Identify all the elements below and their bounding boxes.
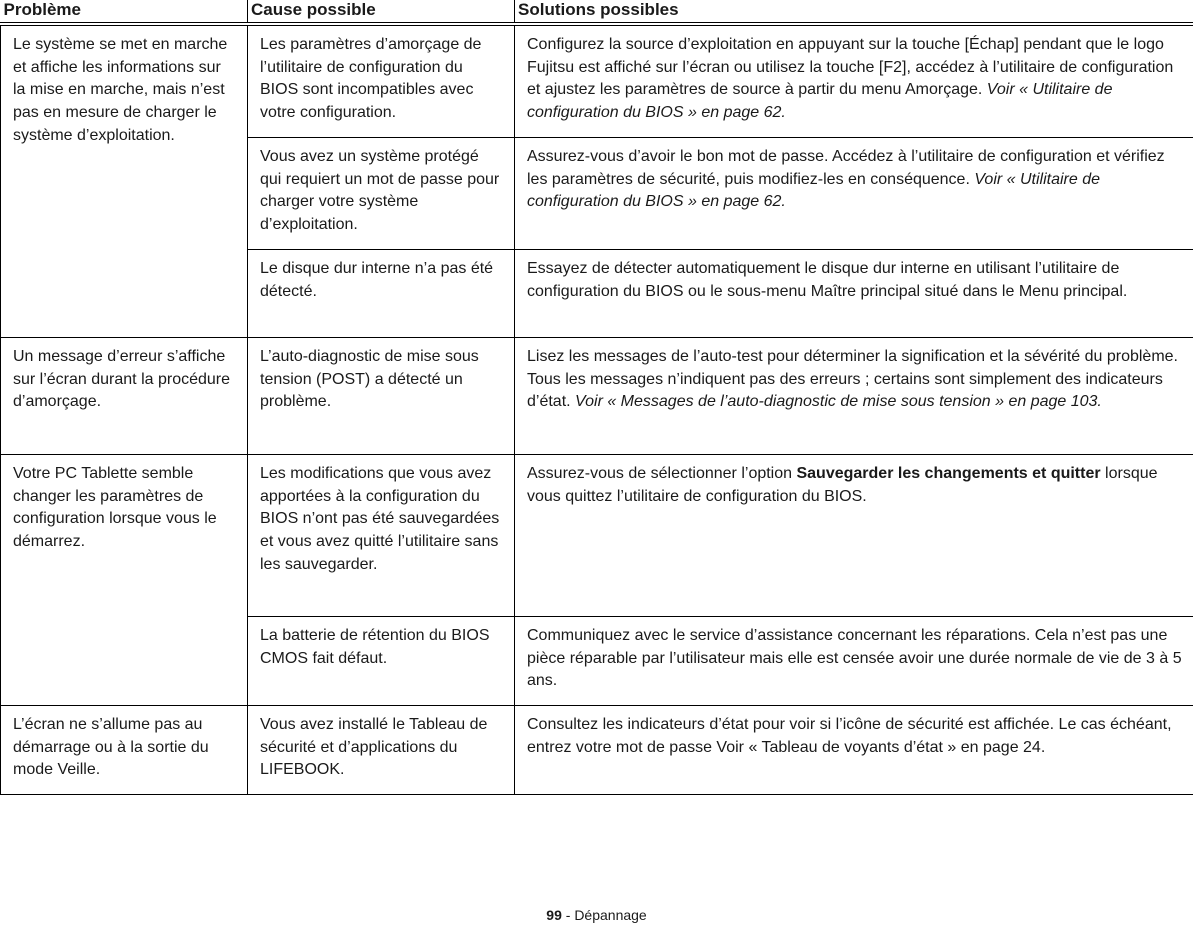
solution-cell: Consultez les indicateurs d’état pour voir si l’icône de sécurité est affichée. Le cas échéant, entrez votre mot de passe Voir « Tableau de voyants d’état » en page 24. [515,705,1193,794]
solution-cell [515,337,1193,454]
problem-cell: Le système se met en marche et affiche les informations sur la mise en marche, mais n’est pas en mesure de charger le système d’exploitation. [1,24,248,337]
cause-cell: Vous avez un système protégé qui requiert un mot de passe pour charger votre système d’exploitation. [248,137,515,249]
header-cause: Cause possible [248,0,515,24]
solution-option-name: Sauvegarder les changements et quitter [796,464,1101,482]
problem-cell: L’écran ne s’allume pas au démarrage ou à la sortie du mode Veille. [1,705,248,794]
table-header-row [1,0,1193,24]
page-footer [0,906,1193,924]
solution-reference: Voir « Utilitaire de configuration du BIOS » en page 62. [527,81,1113,122]
solution-text: Assurez-vous d’avoir le bon mot de passe. Accédez à l’utilitaire de configuration et vérifiez les paramètres de sécurité, puis modifiez-les en conséquence. [527,147,1165,188]
solution-reference: Voir « Utilitaire de configuration du BIOS » en page 62. [527,170,1101,211]
section-name: Dépannage [574,907,647,923]
cause-cell: Les paramètres d’amorçage de l’utilitaire de configuration du BIOS sont incompatibles avec votre configuration. [248,24,515,137]
header-solutions: Solutions possibles [515,0,1193,24]
solution-cell [515,24,1193,137]
cause-cell: L’auto-diagnostic de mise sous tension (POST) a détecté un problème. [248,337,515,454]
solution-cell: Communiquez avec le service d’assistance concernant les réparations. Cela n’est pas une pièce réparable par l’utilisateur mais elle est censée avoir une durée normale de vie de 3 à 5 ans. [515,616,1193,705]
solution-text: Lisez les messages de l’auto-test pour déterminer la signification et la sévérité du problème. Tous les messages n’indiquent pas des erreurs ; certains sont simplement des indicateurs d’état. [527,347,1178,411]
solution-cell [515,454,1193,616]
solution-text: Assurez-vous de sélectionner l’option [527,464,797,482]
solution-text: Configurez la source d’exploitation en appuyant sur la touche [Échap] pendant que le logo Fujitsu est affiché sur l’écran ou utilisez la touche [F2], accédez à l’utilitaire de configuration et ajustez les paramètres de source à partir du menu Amorçage. [527,36,1174,99]
table-row [1,705,1193,794]
solution-reference: Voir « Messages de l’auto-diagnostic de mise sous tension » en page 103. [575,393,1102,411]
header-probleme: Problème [1,0,248,24]
table-row [1,454,1193,616]
problem-cell: Un message d’erreur s’affiche sur l’écran durant la procédure d’amorçage. [1,337,248,454]
table-row [1,24,1193,137]
cause-cell: Le disque dur interne n’a pas été détecté. [248,249,515,337]
cause-cell: Les modifications que vous avez apportées à la configuration du BIOS n’ont pas été sauvegardées et vous avez quitté l’utilitaire sans les sauvegarder. [248,454,515,616]
cause-cell: La batterie de rétention du BIOS CMOS fait défaut. [248,616,515,705]
cause-cell: Vous avez installé le Tableau de sécurité et d’applications du LIFEBOOK. [248,705,515,794]
table-row [1,337,1193,454]
solution-text-end: lorsque vous quittez l’utilitaire de configuration du BIOS. [527,464,1158,505]
solution-cell: Essayez de détecter automatiquement le disque dur interne en utilisant l’utilitaire de configuration du BIOS ou le sous-menu Maître principal situé dans le Menu principal. [515,249,1193,337]
page-number: 99 [546,907,562,923]
problem-cell: Votre PC Tablette semble changer les paramètres de configuration lorsque vous le démarrez. [1,454,248,705]
footer-separator: - [561,907,575,923]
solution-cell [515,137,1193,249]
